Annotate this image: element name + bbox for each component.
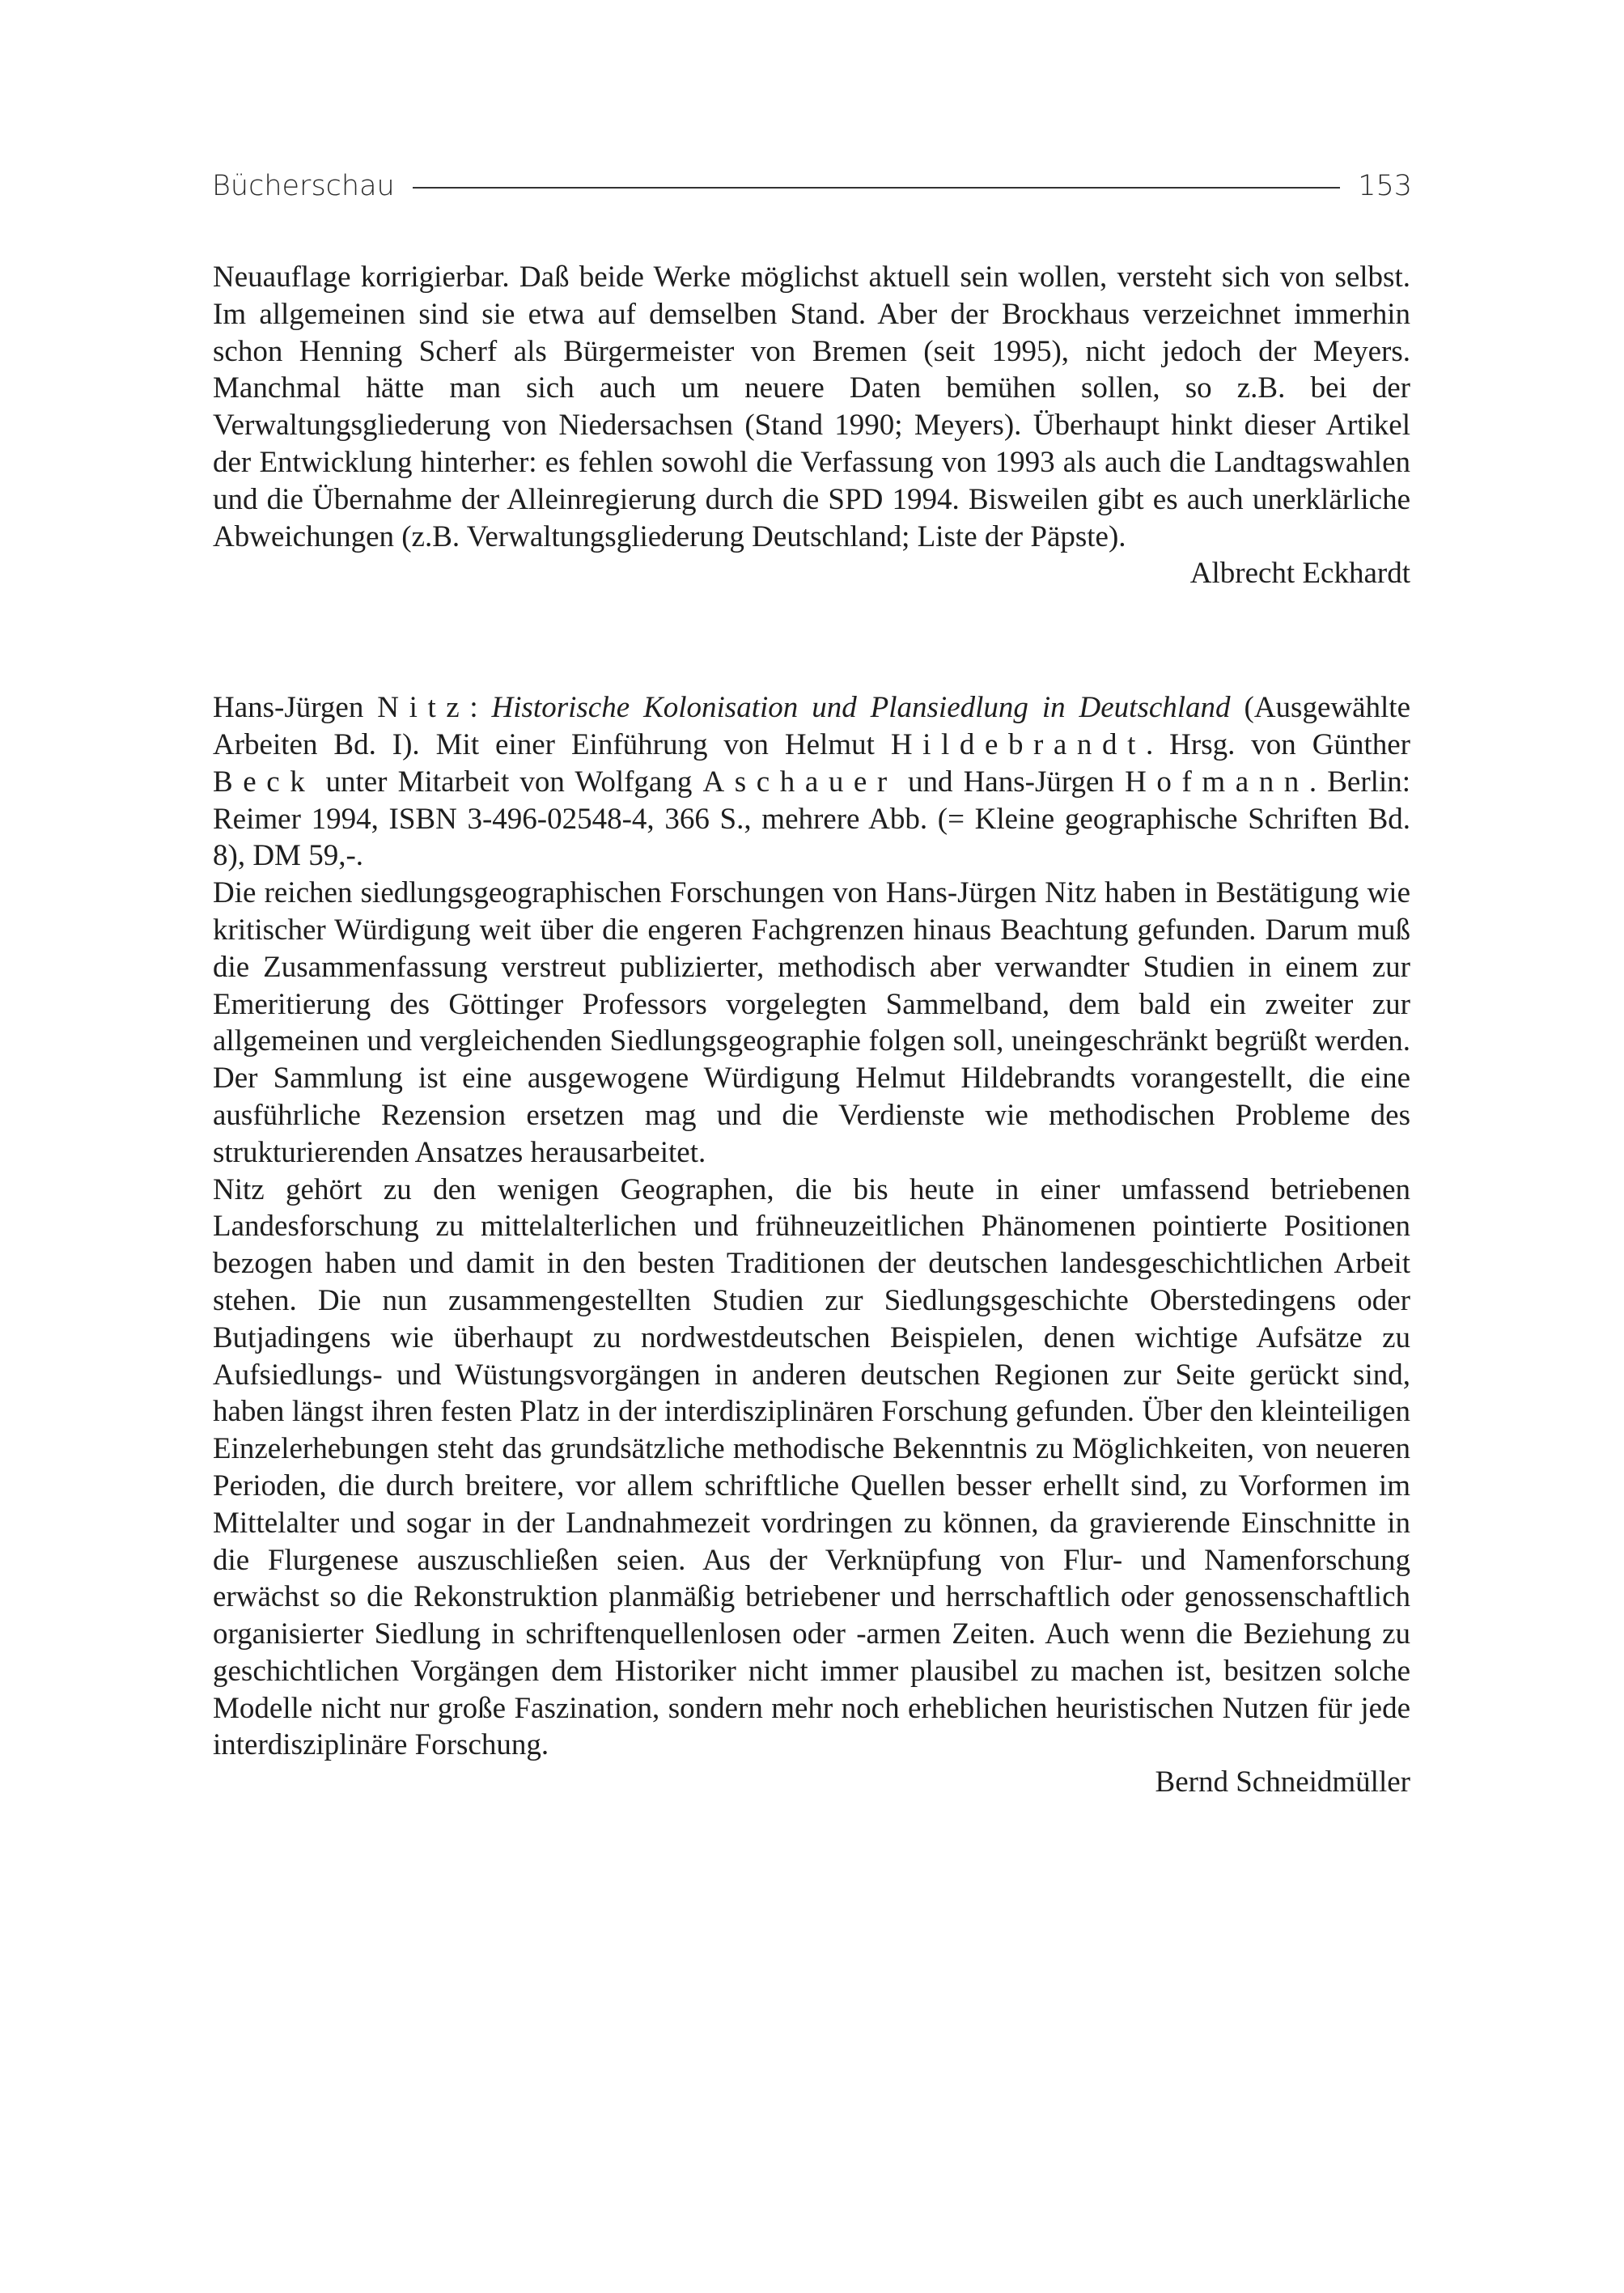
section-title: Bücherschau [212, 170, 395, 202]
citation-part4: und Hans-Jürgen [907, 765, 1114, 799]
citation-author-last: Nitz [377, 691, 470, 725]
header-rule [413, 187, 1340, 189]
citation-part3: unter Mitarbeit von Wolfgang [325, 765, 693, 799]
review1-author: Albrecht Eckhardt [1189, 557, 1410, 591]
citation-intro-author: Hildebrandt [890, 727, 1146, 761]
review1-text: Neuauflage korrigierbar. Daß beide Werke möglichst aktuell sein wollen, versteht sich von selbst. Im allgemeinen sind sie etwa auf demselben Stand. Aber der Brockhaus verzeichnet immerhin schon Henning Scherf als Bürgermeister von Bremen (seit 1995), nicht jedoch der Meyers. Manchmal hätte man sich auch um neuere Daten bemühen sollen, so z.B. bei der Verwaltungsgliederung von Niedersachsen (Stand 1990; Meyers). Überhaupt hinkt dieser Artikel der Entwicklung hinterher: es fehlen sowohl die Verfassung von 1993 als auch die Landtagswahlen und die Übernahme der Alleinregierung durch die SPD 1994. Bisweilen gibt es auch unerklärliche Abweichungen (z.B. Verwaltungsgliederung Deutschland; Liste der Päpste). [213, 261, 1410, 553]
page-content [213, 259, 1410, 1801]
citation-author-first: Hans-Jürgen [213, 691, 364, 725]
review2-author: Bernd Schneidmüller [1155, 1765, 1410, 1799]
citation-editor: Beck [213, 765, 316, 799]
review2-paragraph-2: Nitz gehört zu den wenigen Geographen, die bis heute in einer umfassend betriebenen Landesforschung zu mittelalterlichen und frühneuzeitlichen Phänomenen pointierte Positionen bezogen haben und damit in den besten Traditionen der deutschen landesgeschichtlichen Arbeit stehen. Die nun zusammengestellten Studien zur Siedlungsgeschichte Oberstedingens oder Butjadingens wie überhaupt zu nordwestdeutschen Beispielen, denen wichtige Aufsätze zu Aufsiedlungs- und Wüstungsvorgängen in anderen deutschen Regionen zur Seite gerückt sind, haben längst ihren festen Platz in der interdisziplinären Forschung gefunden. Über den kleinteiligen Einzelerhebungen steht das grundsätzliche methodische Bekenntnis zu Möglichkeiten, von neueren Perioden, die durch breitere, vor allem schriftliche Quellen besser erhellt sind, zu Vorformen im Mittelalter und sogar in der Landnahmezeit vordringen zu können, da gravierende Einschnitte in die Flurgenese auszuschließen seien. Aus der Verknüpfung von Flur- und Namenforschung erwächst so die Rekonstruktion planmäßig betriebener und herrschaftlich oder genossenschaftlich organisierter Siedlung in schriftenquellenlosen oder -armen Zeiten. Auch wenn die Beziehung zu geschichtlichen Vorgängen dem Historiker nicht immer plausibel zu machen ist, besitzen solche Modelle nicht nur große Faszination, sondern mehr noch erheblichen heuristischen Nutzen für jede interdisziplinäre Forschung. [213, 1172, 1410, 1762]
citation-part1: (Ausgewählte Arbeiten Bd. I). Mit einer Einführung von Helmut [213, 691, 1410, 761]
citation-coeditor2: Hofmann [1125, 765, 1309, 799]
citation-colon: : [469, 691, 478, 725]
review-separator [213, 592, 1410, 689]
review2-citation [213, 689, 1410, 875]
citation-title: Historische Kolonisation und Plansiedlung in Deutschland [491, 691, 1231, 725]
running-head [212, 168, 1412, 204]
page-number: 153 [1358, 170, 1412, 202]
citation-part5: . Berlin: Reimer 1994, ISBN 3-496-02548-4, 366 S., mehrere Abb. (= Kleine geographische Schriften Bd. 8), DM 59,-. [213, 765, 1411, 873]
citation-coeditor1: Aschauer [702, 765, 897, 799]
review2-paragraph-1: Die reichen siedlungsgeographischen Forschungen von Hans-Jürgen Nitz haben in Bestätigung wie kritischer Würdigung weit über die engeren Fachgrenzen hinaus Beachtung gefunden. Darum muß die Zusammenfassung verstreut publizierter, methodisch aber verwandter Studien in einem zur Emeritierung des Göttinger Professors vorgelegten Sammelband, dem bald ein zweiter zur allgemeinen und vergleichenden Siedlungsgeographie folgen soll, uneingeschränkt begrüßt werden. Der Sammlung ist eine ausgewogene Würdigung Helmut Hildebrandts vorangestellt, die eine ausführliche Rezension ersetzen mag und die Verdienste wie methodischen Probleme des strukturierenden Ansatzes herausarbeitet. [213, 876, 1410, 1169]
citation-part2: . Hrsg. von Günther [1145, 727, 1411, 761]
